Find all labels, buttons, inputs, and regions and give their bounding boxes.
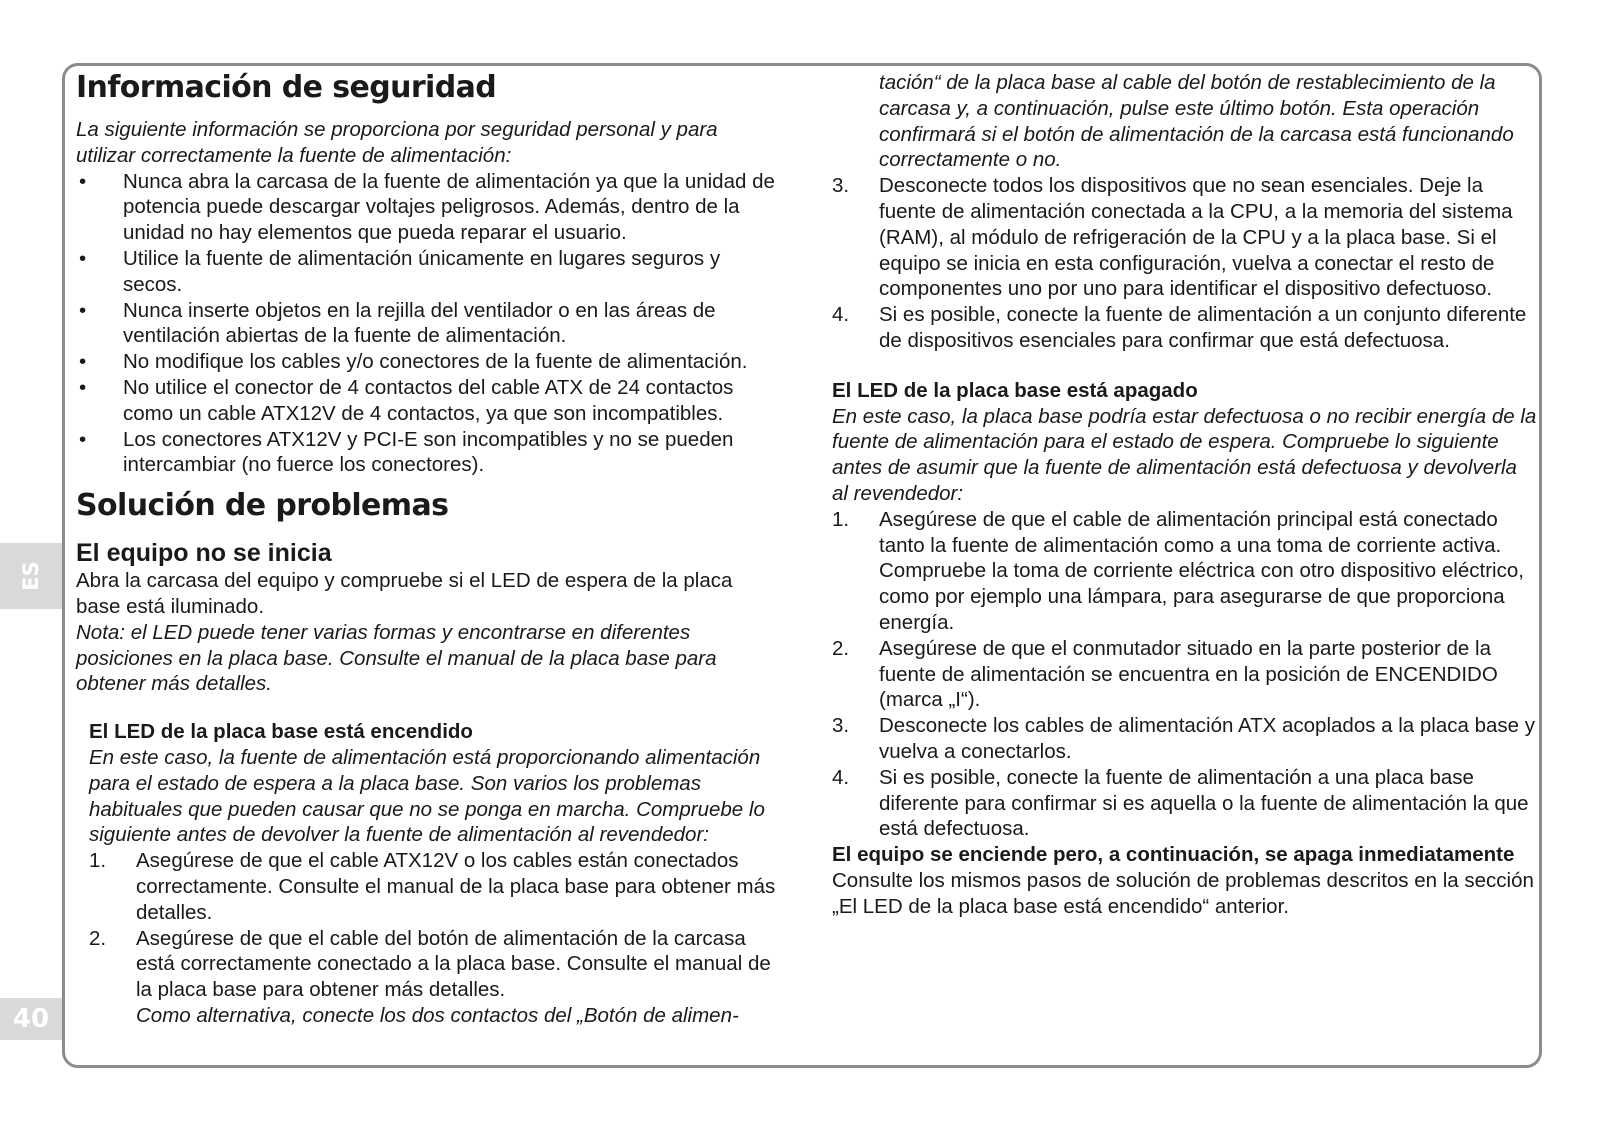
- step-text: Asegúrese de que el cable ATX12V o los cables están conectados correctamente. Consulte el manual de la placa base para obtener más detalles.: [136, 849, 776, 924]
- no-start-note: Nota: el LED puede tener varias formas y encontrarse en diferentes posiciones en la placa base. Consulte el manual de la placa base para obtener más detalles.: [76, 620, 717, 696]
- right-column: [832, 68, 1537, 920]
- safety-item: • Nunca inserte objetos en la rejilla del ventilador o en las áreas de ventilación abiertas de la fuente de alimentación.: [76, 298, 781, 350]
- step-text: Si es posible, conecte la fuente de alimentación a una placa base diferente para confirmar si es aquella o la fuente de alimentación la que está defectuosa.: [879, 765, 1529, 841]
- led-off-intro: En este caso, la placa base podría estar defectuosa o no recibir energía de la fuente de alimentación para el estado de espera. Compruebe lo siguiente antes de asumir que la fuente de alimentación está defectuosa y devolverla al revendedor:: [832, 404, 1537, 505]
- step-number: 1.: [89, 849, 107, 873]
- language-code: ES: [19, 561, 43, 591]
- step-alt-continuation: tación“ de la placa base al cable del botón de restablecimiento de la carcasa y, a continuación, pulse este último botón. Esta operación confirmará si el botón de alimentación de la carcasa está funcionando correctamente o no.: [879, 71, 1514, 172]
- step-number: 3.: [832, 174, 850, 198]
- safety-item: • Nunca abra la carcasa de la fuente de alimentación ya que la unidad de potencia puede descargar voltajes peligrosos. Además, dentro de la unidad no hay elementos que pueda reparar el usuario.: [76, 169, 781, 246]
- safety-item: • Los conectores ATX12V y PCI-E son incompatibles y no se pueden intercambiar (no fuerce los conectores).: [76, 427, 781, 479]
- step-text: Asegúrese de que el cable de alimentación principal está conectado tanto la fuente de alimentación como a una toma de corriente activa. Compruebe la toma de corriente eléctrica con otro dispositivo eléctrico, como por ejemplo una lámpara, para asegurarse de que proporciona energía.: [879, 507, 1524, 634]
- page-number: 40: [0, 998, 62, 1040]
- step-text: Asegúrese de que el conmutador situado en la parte posterior de la fuente de alimentación se encuentra en la posición de ENCENDIDO (marca „I“).: [879, 636, 1498, 712]
- safety-item: • No modifique los cables y/o conectores de la fuente de alimentación.: [76, 349, 781, 375]
- safety-intro: La siguiente información se proporciona por seguridad personal y para utilizar correctamente la fuente de alimentación:: [76, 118, 718, 167]
- shutdown-heading: El equipo se enciende pero, a continuación, se apaga inmediatamente: [832, 843, 1515, 867]
- step-text: Desconecte todos los dispositivos que no sean esenciales. Deje la fuente de alimentación conectada a la CPU, a la memoria del sistema (RAM), al módulo de refrigeración de la CPU y a la placa base. Si el equipo se inicia en esta configuración, vuelva a conectar el resto de componentes uno por uno para identificar el dispositivo defectuoso.: [879, 174, 1513, 301]
- step-number: 3.: [832, 714, 850, 738]
- safety-heading: Información de seguridad: [76, 70, 497, 105]
- safety-list: [76, 169, 781, 479]
- no-start-heading: El equipo no se inicia: [76, 539, 332, 568]
- step-item: [832, 765, 1537, 842]
- safety-item: • Utilice la fuente de alimentación únicamente en lugares seguros y secos.: [76, 246, 781, 298]
- step-number: 2.: [89, 926, 107, 950]
- step-item: [89, 926, 781, 1029]
- step-number: 4.: [832, 303, 850, 327]
- no-start-text: Abra la carcasa del equipo y compruebe si el LED de espera de la placa base está iluminado.: [76, 569, 733, 618]
- step-text: Si es posible, conecte la fuente de alimentación a un conjunto diferente de dispositivos esenciales para confirmar que está defectuosa.: [879, 303, 1527, 352]
- shutdown-text: Consulte los mismos pasos de solución de problemas descritos en la sección „El LED de la placa base está encendido“ anterior.: [832, 868, 1534, 918]
- led-off-steps: [832, 507, 1537, 842]
- safety-item: • No utilice el conector de 4 contactos del cable ATX de 24 contactos como un cable ATX12V de 4 contactos, ya que son incompatibles.: [76, 375, 781, 427]
- led-on-steps: [89, 848, 781, 1029]
- led-on-steps-continued: [832, 173, 1537, 354]
- step-alt-text: Como alternativa, conecte los dos contactos del „Botón de alimen-: [136, 1003, 739, 1027]
- troubleshooting-heading: Solución de problemas: [76, 488, 449, 524]
- step-item: [832, 636, 1537, 713]
- step-item: [832, 713, 1537, 765]
- step-number: 1.: [832, 507, 850, 531]
- led-on-heading: El LED de la placa base está encendido: [89, 720, 473, 744]
- step-number: 2.: [832, 636, 850, 660]
- led-off-heading: El LED de la placa base está apagado: [832, 378, 1198, 402]
- step-item: [832, 507, 1537, 636]
- step-item: [832, 302, 1537, 354]
- step-number: 4.: [832, 765, 850, 789]
- led-on-section: [89, 719, 781, 1029]
- step-text: Desconecte los cables de alimentación ATX acoplados a la placa base y vuelva a conectarlos.: [879, 714, 1536, 763]
- left-column: [76, 68, 781, 1029]
- led-on-intro: En este caso, la fuente de alimentación está proporcionando alimentación para el estado de espera a la placa base. Son varios los problemas habituales que pueden causar que no se ponga en marcha. Compruebe lo siguiente antes de devolver la fuente de alimentación al revendedor:: [89, 745, 765, 847]
- step-item: [89, 848, 781, 925]
- step-item: [832, 173, 1537, 302]
- language-tab: [0, 543, 62, 609]
- step-text: Asegúrese de que el cable del botón de alimentación de la carcasa está correctamente conectado a la placa base. Consulte el manual de la placa base para obtener más detalles.: [136, 926, 771, 1002]
